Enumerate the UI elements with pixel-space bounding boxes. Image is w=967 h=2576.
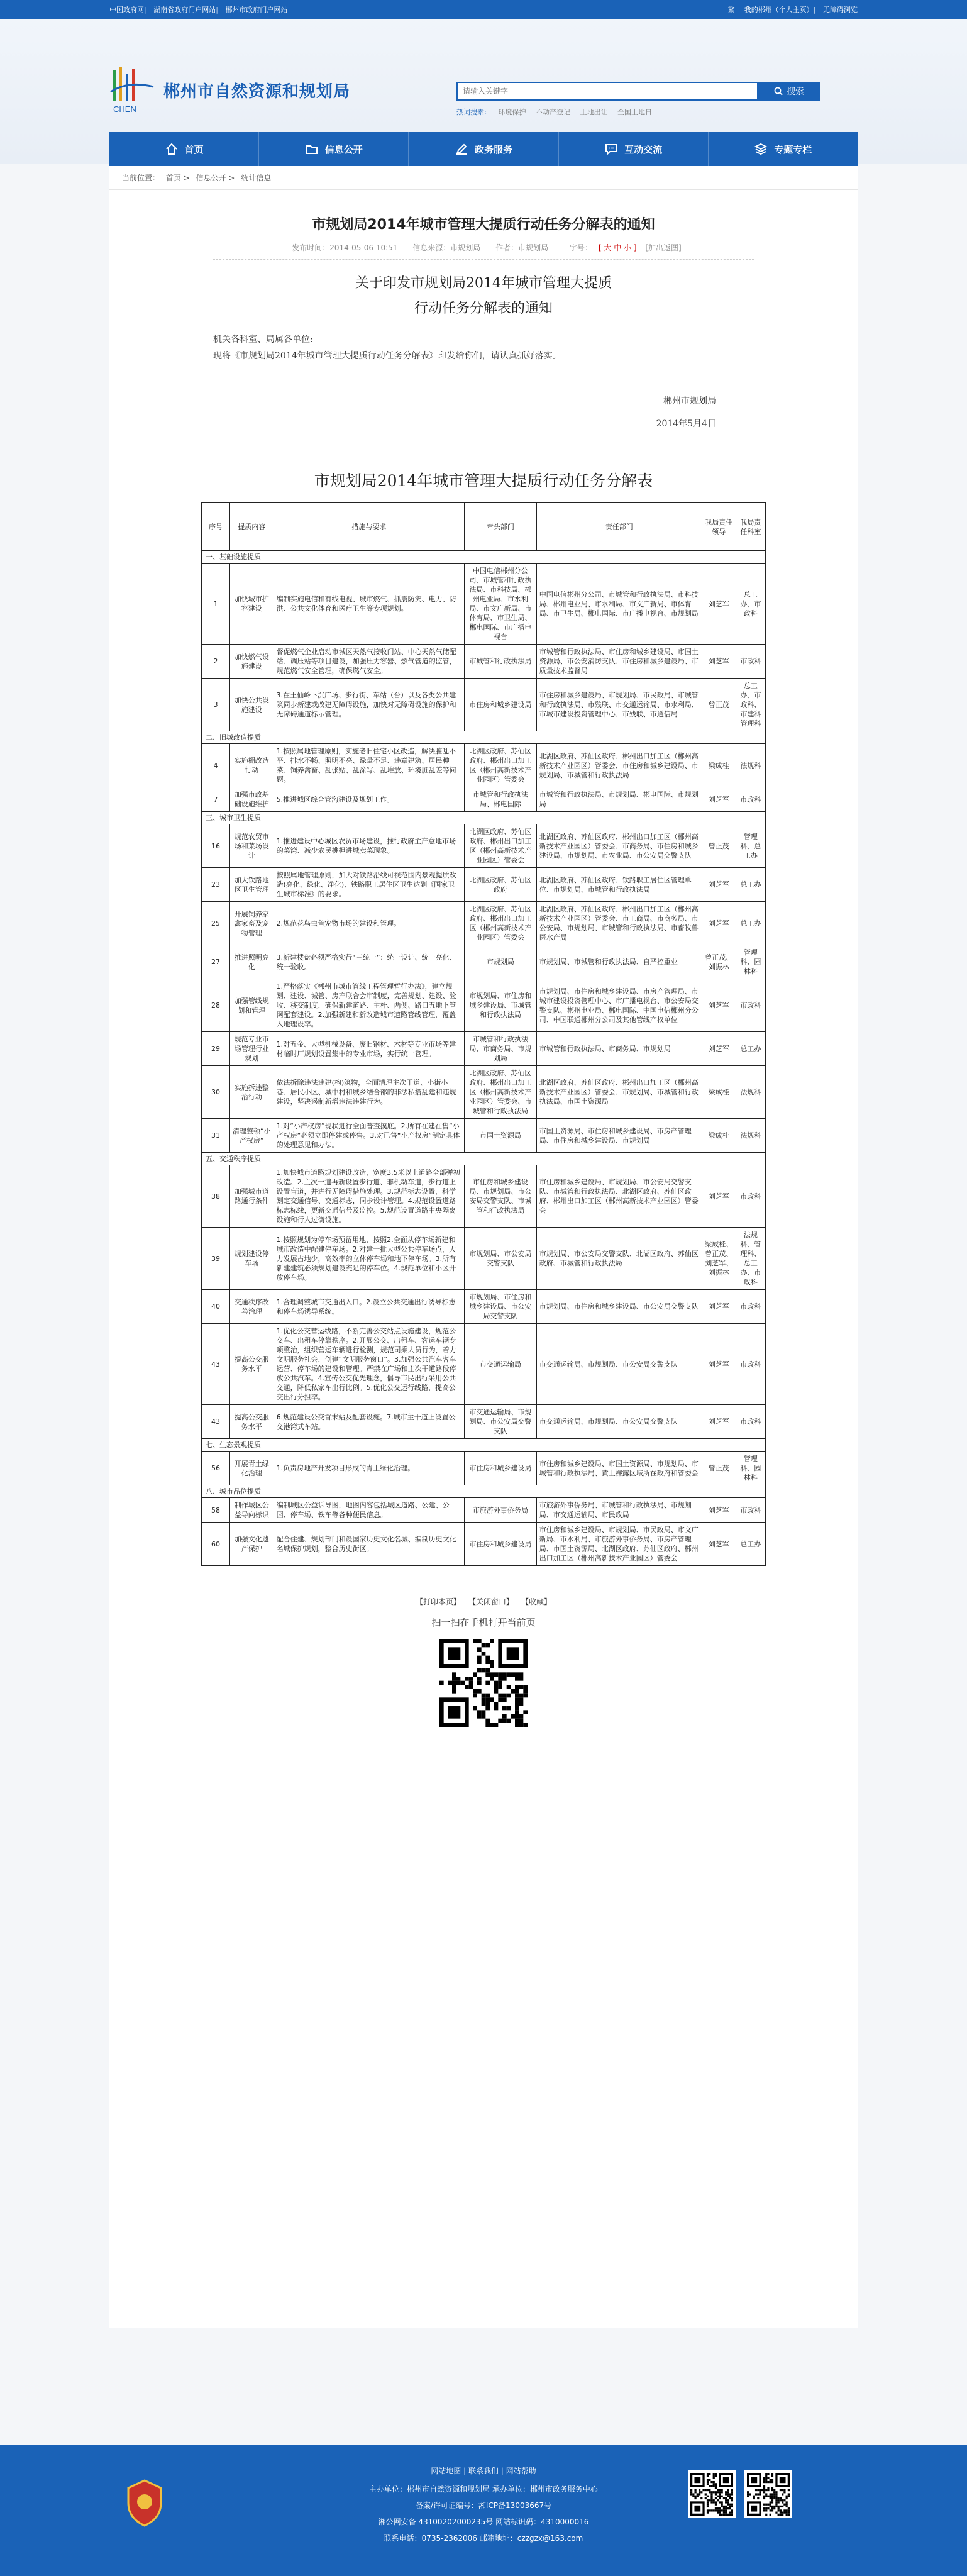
author: 作者：市规划局 [495,243,549,252]
column-header: 牵头部门 [465,503,537,551]
table-cell-lead: 市住房和城乡建设局 [465,1452,537,1485]
table-cell-resp: 市交通运输局、市规划局、市公安局交警支队 [536,1405,702,1439]
table-row [202,1032,766,1066]
table-cell-req: 1.合理调整城市交通出入口。2.设立公共交通出行诱导标志和停车场诱导系统。 [274,1290,464,1324]
site-name: 郴州市自然资源和规划局 [163,82,351,101]
table-cell-no: 29 [202,1032,230,1066]
table-section-row [202,1153,766,1165]
nav-special-topics[interactable] [709,132,858,166]
table-cell-req: 3.新建楼盘必须严格实行“三统一”：统一设计、统一亮化、统一验收。 [274,945,464,979]
table-cell-dept: 总工办、市政科 [736,564,765,645]
table-cell-req: 1.加快城市道路规划建设改造，宽度3.5米以上道路全部弹初改造。2.主次干道再新设置步行道、非机动车道，步行道上设置盲道，并进行无障碍措施处理。3.规范标志设置，科学划定交通信号、交通标志，同步设计管理。4.规范设置道路标志标线，更新交通信号及监控。5.规范设置道路中央隔离设施和行人过街设施。 [274,1165,464,1228]
table-cell-leader: 刘芝军 [702,564,736,645]
section-label: 三、城市卫生提质 [202,812,766,824]
table-cell-resp: 北湖区政府、苏仙区政府、郴州出口加工区（郴州高新技术产业园区）管委会、市住房和城乡建设局、市规划局、市城管和行政执法局 [536,744,702,787]
table-cell-req: 6.规范建设公交首末站及配套设施。7.城市主干道上设置公交港湾式车站。 [274,1405,464,1439]
police-badge-icon[interactable] [124,2478,165,2528]
table-cell-req: 3.在王仙岭下沉广场、步行街、车站（台）以及各类公共建筑同步新建或改建无障碍设施，加快对无障碍设施的保护和无障碍通道标示管理。 [274,679,464,731]
table-row [202,1452,766,1485]
footer-qr-weibo [688,2470,736,2518]
table-cell-item: 加强文化遗产保护 [229,1523,274,1566]
table-cell-no: 40 [202,1290,230,1324]
font-size-label: 字号： [ 大 中 小 ] [569,243,637,252]
table-cell-dept: 总工办 [736,1523,765,1566]
table-cell-no: 1 [202,564,230,645]
table-cell-dept: 法规科 [736,1066,765,1119]
table-cell-no: 7 [202,787,230,812]
main-nav [109,132,858,166]
table-cell-resp: 市旅游外事侨务局、市城管和行政执法局、市规划局、市交通运输局、市民政局 [536,1498,702,1523]
nav-home[interactable] [109,132,259,166]
table-cell-resp: 市城管和行政执法局、市住房和城乡建设局、市国土资源局、市公安消防支队、市住房和城乡建设局、市质量技术监督局 [536,645,702,679]
page-qr-code [439,1639,528,1727]
table-cell-leader: 梁成桂、曾正茂、刘芝军、刘振林 [702,1228,736,1290]
table-cell-no: 43 [202,1405,230,1439]
table-cell-no: 38 [202,1165,230,1228]
document-signature: 郴州市规划局 [663,396,716,406]
table-cell-leader: 刘芝军 [702,787,736,812]
search-bar [456,82,820,101]
table-cell-req: 1.对“小产权房”现状进行全面普查摸底。2.所有在建在售“小产权房”必须立即停建或停售。3.对已售“小产权房”制定具体的处理意见和办法。 [274,1119,464,1153]
hot-word[interactable]: 环境保护 [498,108,526,116]
table-cell-resp: 北湖区政府、苏仙区政府、郴州出口加工区（郴州高新技术产业园区）管委会、市商务局、市住房和城乡建设局、市规划局、市农业局、市公安局交警支队 [536,824,702,868]
table-row [202,1405,766,1439]
table-cell-lead: 北湖区政府、苏仙区政府、郴州出口加工区（郴州高新技术产业园区）管委会 [465,824,537,868]
font-size-control[interactable]: [ 大 中 小 ] [598,243,637,252]
column-header: 措施与要求 [274,503,464,551]
table-section-row [202,1439,766,1452]
edit-icon [455,142,468,156]
footer-qr-wechat [744,2470,792,2518]
article-meta [213,242,754,260]
table-cell-dept: 管理科、园林科 [736,1452,765,1485]
table-cell-dept: 总工办 [736,1032,765,1066]
table-cell-lead: 市规划局、市公安局交警支队 [465,1228,537,1290]
table-cell-lead: 市旅游外事侨务局 [465,1498,537,1523]
accessibility-link[interactable]: 无障碍浏览 [823,6,858,14]
table-cell-dept: 法规科 [736,1119,765,1153]
table-cell-leader: 刘芝军 [702,868,736,902]
section-label: 五、交通秩序提质 [202,1153,766,1165]
breadcrumb-sep: > [183,174,190,182]
table-row [202,1290,766,1324]
link-gov-cn[interactable]: 中国政府网 [109,6,144,14]
nav-label: 首页 [184,143,204,155]
table-title: 市规划局2014年城市管理大提质行动任务分解表 [314,472,653,490]
link-chenzhou-gov[interactable]: 郴州市政府门户网站 [225,6,288,14]
nav-label: 政务服务 [475,143,513,155]
site-logo[interactable] [109,62,350,118]
table-cell-resp: 市交通运输局、市规划局、市公安局交警支队 [536,1324,702,1405]
table-cell-dept: 市政科 [736,787,765,812]
table-cell-dept: 市政科 [736,1498,765,1523]
table-cell-leader: 曾正茂 [702,824,736,868]
table-cell-req: 督促燃气企业启动市城区天然气接收门站、中心天然气储配站、调压站等项目建设，加强压力容器、燃气管道的监管，规范燃气安全管理，确保燃气安全。 [274,645,464,679]
table-cell-item: 规范农贸市场和菜场设计 [229,824,274,868]
table-cell-leader: 曾正茂 [702,679,736,731]
table-cell-resp: 市国土资源局、市住房和城乡建设局、市房产管理局、市住房和城乡建设局、市规划局 [536,1119,702,1153]
table-cell-item: 加强城市道路通行条件 [229,1165,274,1228]
table-row [202,787,766,812]
collect-link[interactable]: 【收藏】 [521,1597,552,1606]
table-cell-item: 规范专业市场管理行业规划 [229,1032,274,1066]
footer-contact: 联系电话：0735-2362006 邮箱地址：czzgzx@163.com [384,2534,583,2543]
table-cell-item: 提高公交服务水平 [229,1405,274,1439]
table-cell-item: 加快公共设施建设 [229,679,274,731]
hot-word[interactable]: 土地出让 [580,108,608,116]
table-cell-req: 1.按照属地管理原则，实施老旧住宅小区改造，解决脏乱不平、排水不畅、照明不亮、绿量不足、违章建筑、居民种菜、饲养禽畜、乱张贴、乱涂写、乱堆放、环境脏乱差等问题。 [274,744,464,787]
table-row [202,645,766,679]
nav-label: 互动交流 [624,143,663,155]
search-input[interactable] [456,82,758,101]
table-cell-leader: 刘芝军 [702,1498,736,1523]
article-container [109,190,858,2328]
top-links-right: 繁| 我的郴州（个人主页）| 无障碍浏览 [727,6,858,14]
top-bar [0,0,967,19]
table-section-row [202,812,766,824]
table-cell-item: 加大铁路地区卫生管理 [229,868,274,902]
table-row [202,979,766,1032]
table-cell-no: 27 [202,945,230,979]
table-cell-dept: 法规科 [736,744,765,787]
table-cell-resp: 市城管和行政执法局、市商务局、市规划局 [536,1032,702,1066]
table-cell-resp: 市住房和城乡建设局、市国土资源局、市规划局、市城管和行政执法局、黄土裸露区域所在政府和管委会 [536,1452,702,1485]
table-cell-item: 实施拆违整治行动 [229,1066,274,1119]
table-cell-dept: 市政科 [736,645,765,679]
table-cell-lead: 市住房和城乡建设局、市规划局、市公安局交警支队、市城管和行政执法局 [465,1165,537,1228]
home-icon [165,142,179,156]
my-chenzhou-link[interactable]: 我的郴州（个人主页） [744,6,814,14]
table-cell-lead: 市城管和行政执法局、市商务局、市规划局 [465,1032,537,1066]
table-cell-lead: 北湖区政府、苏仙区政府、郴州出口加工区（郴州高新技术产业园区）管委会 [465,744,537,787]
table-cell-dept: 市政科 [736,1290,765,1324]
table-cell-leader: 曾正茂 [702,1452,736,1485]
table-cell-leader: 曾正茂、刘振林 [702,945,736,979]
table-cell-leader: 刘芝军 [702,979,736,1032]
table-row [202,1228,766,1290]
table-cell-item: 加快燃气设施建设 [229,645,274,679]
qr-code-icon [747,2473,790,2516]
table-cell-leader: 刘芝军 [702,1165,736,1228]
table-cell-no: 3 [202,679,230,731]
svg-text:CHEN: CHEN [113,104,136,114]
publish-time: 发布时间：2014-05-06 10:51 [292,243,398,252]
table-cell-lead: 市规划局、市住房和城乡建设局、市城管和行政执法局 [465,979,537,1032]
breadcrumb-item[interactable]: 首页 [165,174,181,182]
table-cell-resp: 北湖区政府、苏仙区政府、铁路职工居住区管理单位、市规划局、市城管和行政执法局 [536,868,702,902]
nav-interaction[interactable] [559,132,709,166]
document-date: 2014年5月4日 [656,419,716,429]
layers-icon [754,142,768,156]
nav-label: 专题专栏 [774,143,812,155]
table-cell-resp: 市城管和行政执法局、市规划局、郴电国际、市规划局 [536,787,702,812]
column-header: 序号 [202,503,230,551]
table-row [202,679,766,731]
table-cell-no: 60 [202,1523,230,1566]
table-cell-item: 实施棚改造行动 [229,744,274,787]
table-cell-no: 2 [202,645,230,679]
footer-police: 湘公网安备 43100202000235号 网站标识码：4310000016 [378,2518,589,2526]
section-label: 七、生态景观提质 [202,1439,766,1452]
table-cell-resp: 市住房和城乡建设局、市规划局、市民政局、市文广新局、市水利局、市旅游外事侨务局、市房产管理局、市国土资源局、北湖区政府、苏仙区政府、郴州出口加工区（郴州高新技术产业园区）管委会 [536,1523,702,1566]
task-table [201,502,766,1566]
logo-icon [109,62,158,118]
table-cell-lead: 市规划局、市住房和城乡建设局、市公安局交警支队 [465,1290,537,1324]
breadcrumb-item[interactable]: 统计信息 [241,174,272,182]
table-row [202,824,766,868]
table-cell-no: 4 [202,744,230,787]
table-cell-item: 提高公交服务水平 [229,1324,274,1405]
table-cell-dept: 市政科 [736,979,765,1032]
table-cell-dept: 管理科、园林科 [736,945,765,979]
table-cell-leader: 刘芝军 [702,1290,736,1324]
scan-tip: 扫一扫在手机打开当前页 [431,1617,536,1628]
footer-host: 主办单位：郴州市自然资源和规划局 承办单位：郴州市政务服务中心 [369,2485,598,2494]
table-cell-lead: 市住房和城乡建设局 [465,1523,537,1566]
table-cell-item: 加强管线规划和管理 [229,979,274,1032]
table-cell-resp: 市规划局、市城管和行政执法局、自严控重业 [536,945,702,979]
table-cell-req: 配合住建、规划部门和设国家历史文化名城、编制历史文化名城保护规划，整合历史街区。 [274,1523,464,1566]
table-row [202,1119,766,1153]
document-heading-line2: 行动任务分解表的通知 [414,301,553,316]
column-header: 我局责任科室 [736,503,765,551]
table-cell-dept: 总工办 [736,868,765,902]
table-cell-no: 39 [202,1228,230,1290]
hot-word[interactable]: 不动产登记 [536,108,570,116]
table-cell-leader: 刘芝军 [702,1405,736,1439]
table-cell-no: 30 [202,1066,230,1119]
table-cell-resp: 中国电信郴州分公司、市城管和行政执法局、市科技局、郴州电业局、市水利局、市文广新局、市体育局、市卫生局、郴电国际、市广播电视台、市规划局 [536,564,702,645]
nav-info-public[interactable] [259,132,409,166]
search-icon [774,87,783,96]
table-cell-dept: 市政科 [736,1165,765,1228]
section-label: 二、旧城改造提质 [202,731,766,744]
table-cell-lead: 市交通运输局 [465,1324,537,1405]
table-cell-no: 43 [202,1324,230,1405]
column-header: 提质内容 [229,503,274,551]
table-cell-lead: 市城管和行政执法局 [465,645,537,679]
table-cell-no: 56 [202,1452,230,1485]
breadcrumb-prefix: 当前位置： [122,174,160,182]
document-heading-line1: 关于印发市规划局2014年城市管理大提质 [355,275,612,291]
table-row [202,564,766,645]
table-row [202,1523,766,1566]
table-cell-leader: 梁成桂 [702,1066,736,1119]
hot-words-title: 热词搜索： [456,108,491,116]
table-section-row [202,551,766,564]
table-row [202,902,766,945]
table-cell-dept: 法规科、管理科、总工办、市政科 [736,1228,765,1290]
table-header-row [202,503,766,551]
nav-gov-service[interactable] [409,132,558,166]
table-cell-resp: 市住房和城乡建设局、市规划局、市民政局、市城管和行政执法局、市残联、市交通运输局、市水利局、市城市建设投资管理中心、市残联、市通信局 [536,679,702,731]
table-cell-item: 加强市政基础设施维护 [229,787,274,812]
footer-links[interactable]: 网站地图 | 联系我们 | 网站帮助 [431,2467,536,2475]
table-cell-req: 编制城区公益诉导图，地图内容包括城区道路、公建、公园、停车场、铁车等各种便民信息。 [274,1498,464,1523]
info-source: 信息来源：市规划局 [412,243,481,252]
table-cell-leader: 刘芝军 [702,902,736,945]
document-addressee: 机关各科室、局属各单位: [213,335,313,345]
table-section-row [202,1485,766,1498]
table-cell-no: 58 [202,1498,230,1523]
hot-words [456,107,652,117]
table-cell-resp: 市规划局、市公安局交警支队、北湖区政府、苏仙区政府、市城管和行政执法局 [536,1228,702,1290]
table-cell-resp: 市规划局、市住房和城乡建设局、市房产管理局、市城市建设投资管理中心、市广播电视台、市公安局交警支队、郴州电业局、郴电国际、中国电信郴州分公司、中国联通郴州分公司及其他管线产权单位 [536,979,702,1032]
table-cell-leader: 刘芝军 [702,645,736,679]
document-paragraph: 现将《市规划局2014年城市管理大提质行动任务分解表》印发给你们，请认真抓好落实。 [213,351,561,361]
table-cell-dept: 总工办、市政科、市建科管理科 [736,679,765,731]
table-cell-req: 1.优化公交营运线路，不断完善公交站点设施建设，规范公交车、出租车停靠秩序。2.开展公交、出租车、客运车辆专项整治，组织营运车辆进行检测，规范司乘人员行为，着力文明服务社会，创建“文明服务窗口”。3.加强公共汽车客车运营、停车场的建设和管理。严禁在广场和主次干道路段停放公共汽车。4.宣传公交优先理念，倡导市民出行采用公共交通，降低私家车出行比例。5.优化公交运行线路，提高公交出行分担率。 [274,1324,464,1405]
table-cell-dept: 市政科 [736,1324,765,1405]
table-cell-item: 规划建设停车场 [229,1228,274,1290]
table-row [202,744,766,787]
folder-icon [305,142,319,156]
top-links-left: 中国政府网| 湖南省政府门户网站| 郴州市政府门户网站 [109,6,288,14]
table-cell-item: 推进照明亮化 [229,945,274,979]
table-cell-leader: 刘芝军 [702,1324,736,1405]
breadcrumb [109,166,858,190]
table-cell-item: 开展青土绿化治理 [229,1452,274,1485]
table-cell-req: 1.严格落实《郴州市城市管线工程管理暂行办法》，建立规划、建设、城管、房产联合会审制度，完善规划、建设、验收、移交制度，确保新建道路、主杆、两侧、路口五地下管网配套建设。2.加强新建和新改造城市道路管线管理，覆盖入地理设率。 [274,979,464,1032]
table-cell-no: 16 [202,824,230,868]
table-cell-lead: 市住房和城乡建设局 [465,679,537,731]
close-window-link[interactable]: 【关闭窗口】 [468,1597,514,1606]
table-cell-no: 23 [202,868,230,902]
nav-label: 信息公开 [324,143,363,155]
article-tools [213,1596,754,1607]
table-cell-item: 清理整顿“小产权房” [229,1119,274,1153]
table-cell-leader: 梁成桂 [702,1119,736,1153]
table-cell-req: 编制实施电信和有线电视、城市燃气、抓震防灾、电力、防洪、公共文化体育和医疗卫生等专项规划。 [274,564,464,645]
table-cell-item: 开展饲养家禽家畜及宠物管理 [229,902,274,945]
table-cell-req: 2.规范花鸟虫鱼宠物市场的建设和管理。 [274,902,464,945]
section-label: 八、城市品位提质 [202,1485,766,1498]
table-row [202,945,766,979]
qr-code-icon [439,1639,528,1727]
table-row [202,1066,766,1119]
chat-icon [604,142,618,156]
table-section-row [202,731,766,744]
table-cell-dept: 市政科 [736,1405,765,1439]
table-cell-resp: 北湖区政府、苏仙区政府、郴州出口加工区（郴州高新技术产业园区）管委会、市规划局、市城管和行政执法局、市国土资源局 [536,1066,702,1119]
table-cell-lead: 市国土资源局 [465,1119,537,1153]
table-row [202,1498,766,1523]
table-cell-no: 25 [202,902,230,945]
table-cell-item: 制作城区公益导向标识 [229,1498,274,1523]
table-cell-dept: 总工办 [736,902,765,945]
breadcrumb-item[interactable]: 信息公开 [196,174,226,182]
document-body [213,260,754,432]
article-title: 市规划局2014年城市管理大提质行动任务分解表的通知 [312,217,655,233]
table-cell-lead: 北湖区政府、苏仙区政府 [465,868,537,902]
table-cell-req: 1.按照规划为停车场预留用地，按照2.全面从停车场新建和城市改造中配建停车场。2.对建一批大型公共停车场点，大力发展占地少，高效率的立体停车场和地下停车场。3.所有新建建筑必须规划建设充足的停车位。4.规范单位和小区开放停车场。 [274,1228,464,1290]
breadcrumb-sep: > [228,174,235,182]
table-cell-dept: 管理科、总工办 [736,824,765,868]
table-row [202,868,766,902]
table-cell-leader: 梁成桂 [702,744,736,787]
table-cell-no: 31 [202,1119,230,1153]
table-cell-leader: 刘芝军 [702,1523,736,1566]
table-cell-item: 交通秩序改善治理 [229,1290,274,1324]
table-cell-req: 5.推进城区综合管沟建设及规划工作。 [274,787,464,812]
table-cell-resp: 市规划局、市住房和城乡建设局、市公安局交警支队 [536,1290,702,1324]
table-row [202,1324,766,1405]
table-cell-req: 1.对五金、大型机械设备、废旧钢材、木材等专业市场等建材临时厂规划设置集中的专业市场，实行统一管理。 [274,1032,464,1066]
table-cell-lead: 中国电信郴州分公司、市城管和行政执法局、市科技局、郴州电业局、市水利局、市文广新局、市体育局、市卫生局、郴电国际、市广播电视台 [465,564,537,645]
column-header: 责任部门 [536,503,702,551]
hot-word[interactable]: 全国土地日 [617,108,652,116]
table-cell-lead: 市城管和行政执法局、郴电国际 [465,787,537,812]
table-cell-item: 加快城市扩容建设 [229,564,274,645]
link-hunan-gov[interactable]: 湖南省政府门户网站 [153,6,216,14]
table-cell-lead: 北湖区政府、苏仙区政府、郴州出口加工区（郴州高新技术产业园区）管委会 [465,902,537,945]
table-cell-resp: 市住房和城乡建设局、市规划局、市公安局交警支队、市城管和行政执法局、北湖区政府、苏仙区政府、郴州出口加工区（郴州高新技术产业园区）管委会 [536,1165,702,1228]
table-cell-lead: 市规划局 [465,945,537,979]
column-header: 我局责任领导 [702,503,736,551]
table-cell-resp: 北湖区政府、苏仙区政府、郴州出口加工区（郴州高新技术产业园区）管委会、市工商局、市商务局、市公安局、市规划局、市城管和行政执法局、市畜牧兽医水产局 [536,902,702,945]
table-row [202,1165,766,1228]
table-cell-req: 1.推进建设中心城区农贸市场建设，推行政府主产意地市场的菜湾、减少农民挑担进城卖菜现象。 [274,824,464,868]
site-footer [0,2445,967,2576]
favorite-link[interactable]: [加出返图] [645,243,682,252]
traditional-chinese-link[interactable]: 繁 [727,6,735,14]
print-link[interactable]: 【打印本页】 [415,1597,461,1606]
table-cell-leader: 刘芝军 [702,1032,736,1066]
table-cell-req: 依法拆除违法违建(构)筑物，全面清理主次干道、小街小巷、居民小区、城中村和城乡结合部的非法私搭乱建和违规建设，坚决遏制新增违法违建行为。 [274,1066,464,1119]
table-cell-lead: 市交通运输局、市规划局、市公安局交警支队 [465,1405,537,1439]
section-label: 一、基础设施提质 [202,551,766,564]
table-cell-lead: 北湖区政府、苏仙区政府、郴州出口加工区（郴州高新技术产业园区）管委会、市城管和行政执法局 [465,1066,537,1119]
search-button[interactable] [758,82,820,101]
table-cell-req: 按照属地管理原则，加大对铁路沿线可视范围内景观提质改造(亮化、绿化、净化)、铁路职工居住区卫生达到《国家卫生城市标准》的要求。 [274,868,464,902]
footer-icp: 备案/许可证编号：湘ICP备13003667号 [415,2501,552,2510]
table-cell-no: 28 [202,979,230,1032]
site-header [0,19,967,132]
qr-code-icon [690,2473,733,2516]
search-button-label: 搜索 [787,86,804,96]
table-cell-req: 1.负责房地产开发项目形成的青土绿化治理。 [274,1452,464,1485]
